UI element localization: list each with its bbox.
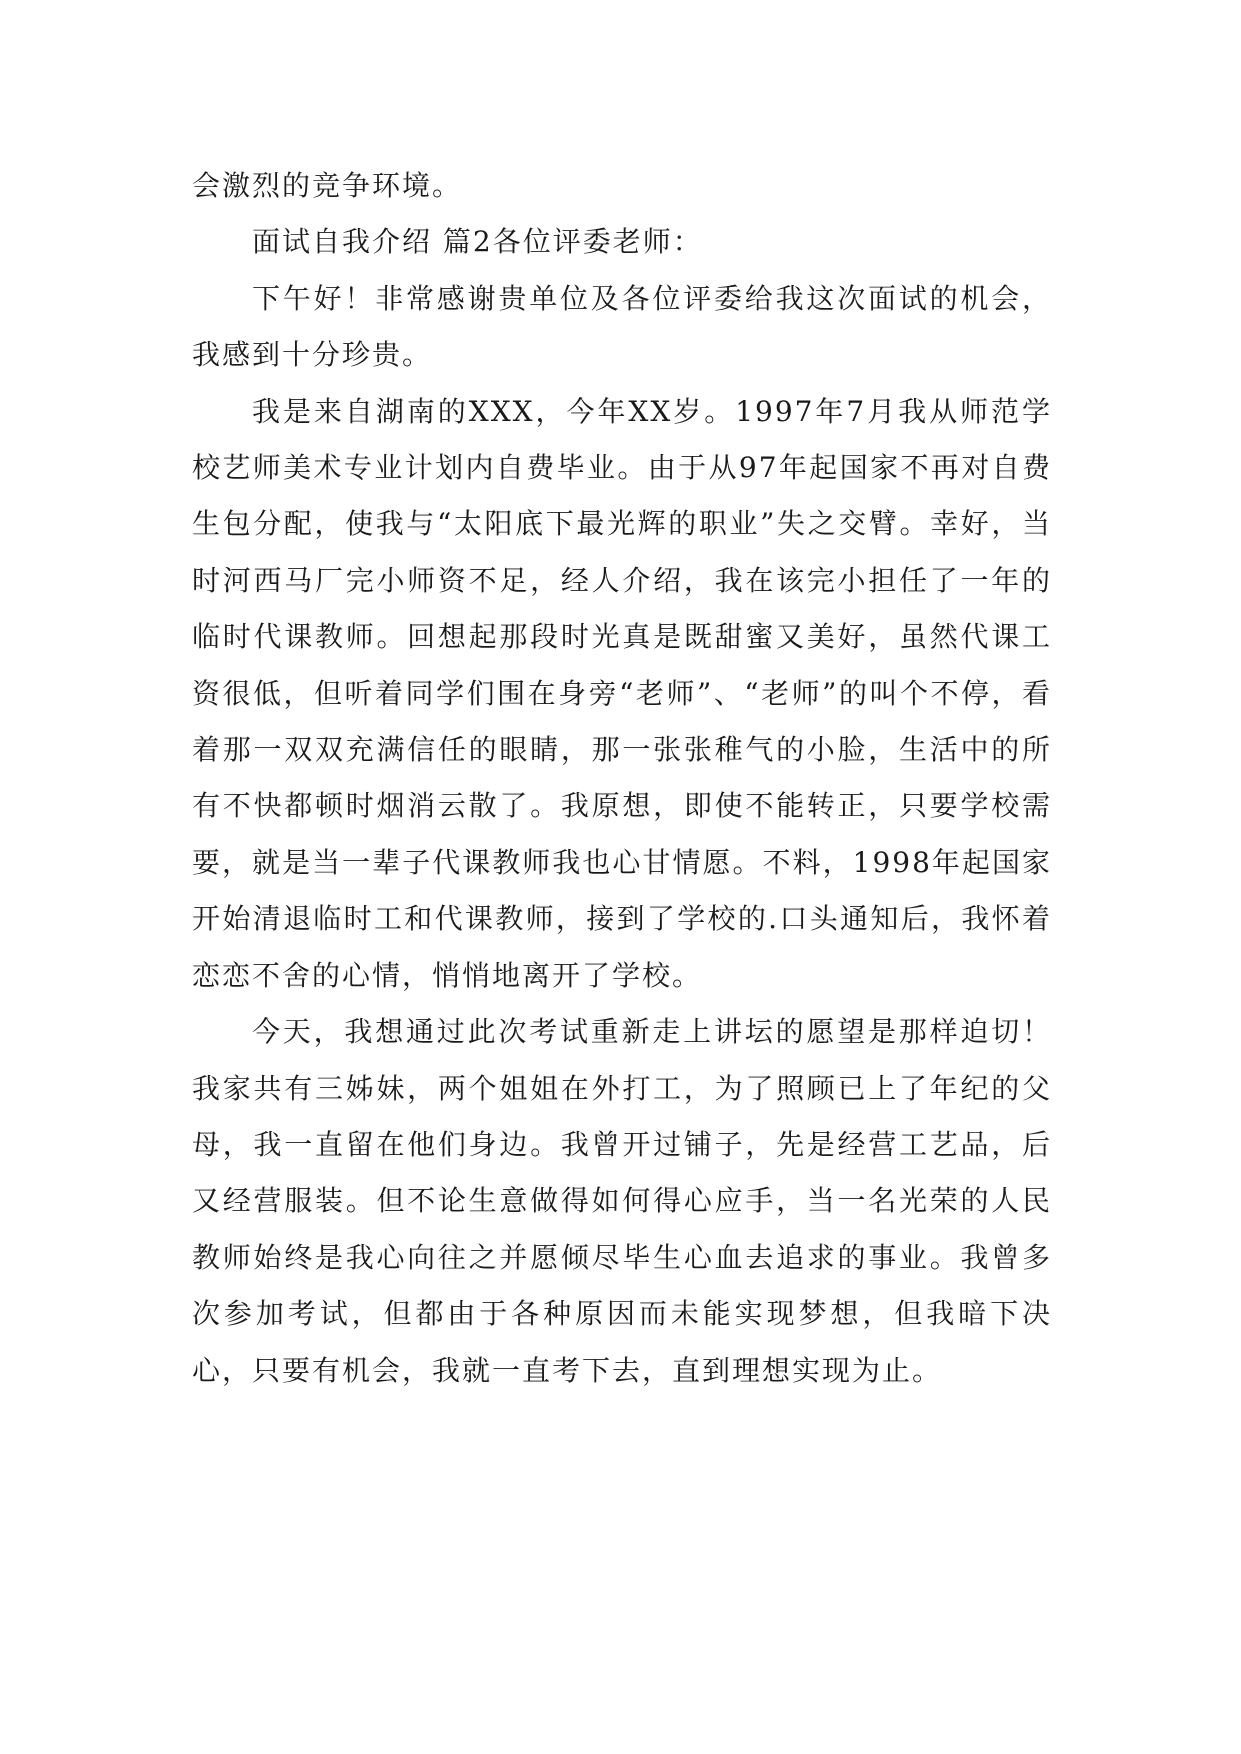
document-body (192, 158, 1052, 1399)
paragraph-aspiration: 今天，我想通过此次考试重新走上讲坛的愿望是那样迫切！我家共有三姊妹，两个姐姐在外打工，为了照顾已上了年纪的父母，我一直留在他们身边。我曾开过铺子，先是经营工艺品，后又经营服装。但不论生意做得如何得心应手，当一名光荣的人民教师始终是我心向往之并愿倾尽毕生心血去追求的事业。我曾多次参加考试，但都由于各种原因而未能实现梦想，但我暗下决心，只要有机会，我就一直考下去，直到理想实现为止。 (192, 1015, 1052, 1387)
paragraph-continuation: 会激烈的竞争环境。 (192, 169, 463, 202)
paragraph-heading: 面试自我介绍 篇2各位评委老师： (252, 225, 703, 259)
paragraph-background: 我是来自湖南的XXX，今年XX岁。1997年7月我从师范学校艺师美术专业计划内自费毕业。由于从97年起国家不再对自费生包分配，使我与“太阳底下最光辉的职业”失之交臂。幸好，当时河西马厂完小师资不足，经人介绍，我在该完小担任了一年的临时代课教师。回想起那段时光真是既甜蜜又美好，虽然代课工资很低，但听着同学们围在身旁“老师”、“老师”的叫个不停，看着那一双双充满信任的眼睛，那一张张稚气的小脸，生活中的所有不快都顿时烟消云散了。我原想，即使不能转正，只要学校需要，就是当一辈子代课教师我也心甘情愿。不料，1998年起国家开始清退临时工和代课教师，接到了学校的.口头通知后，我怀着恋恋不舍的心情，悄悄地离开了学校。 (192, 394, 1052, 992)
paragraph-greeting: 下午好！非常感谢贵单位及各位评委给我这次面试的机会，我感到十分珍贵。 (192, 281, 1052, 372)
